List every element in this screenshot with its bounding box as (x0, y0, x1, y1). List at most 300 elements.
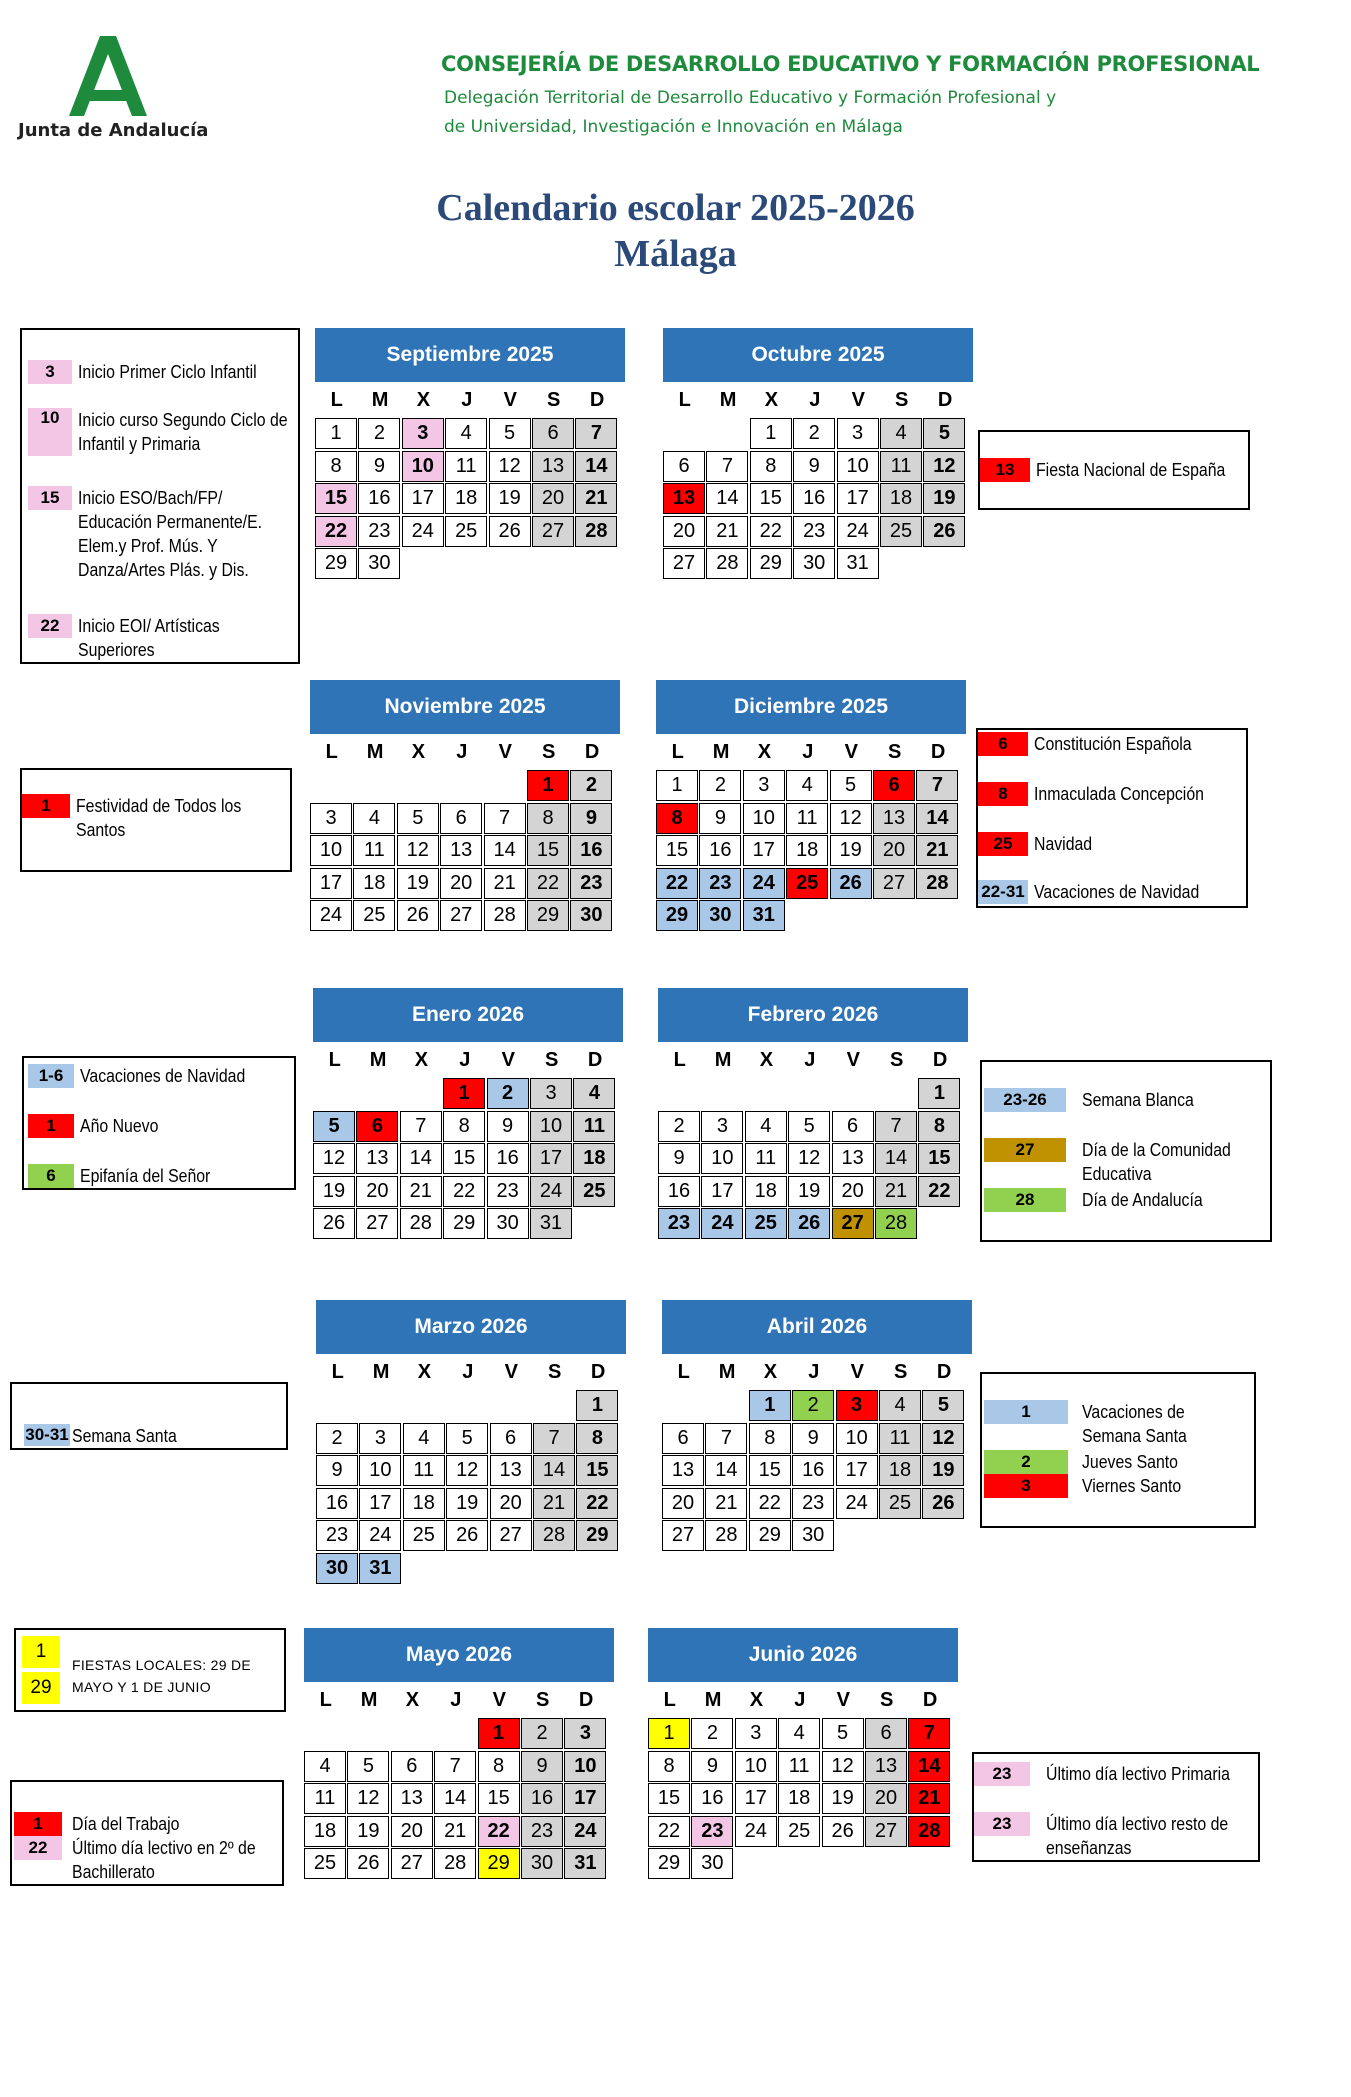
month-header: Noviembre 2025 (310, 680, 620, 734)
legend-label: Último día lectivo Primaria (1046, 1764, 1230, 1784)
day-cell: 7 (706, 451, 748, 482)
day-cell: 19 (347, 1816, 389, 1847)
day-cell: 9 (487, 1111, 529, 1142)
day-cell: 9 (792, 1423, 834, 1454)
day-cell: 6 (865, 1718, 907, 1749)
day-cell: 7 (533, 1423, 575, 1454)
day-cell: 17 (402, 483, 444, 514)
day-cell: 16 (316, 1488, 358, 1519)
day-cell: 18 (445, 483, 487, 514)
month-header: Marzo 2026 (316, 1300, 626, 1354)
day-cell: 5 (446, 1423, 488, 1454)
legend-item (974, 1812, 1276, 1860)
day-cell: 18 (304, 1816, 346, 1847)
legend-item (22, 794, 296, 842)
legend-label: Navidad (1034, 834, 1093, 854)
legend-item (974, 1762, 1255, 1786)
legend-item (28, 1114, 169, 1138)
legend-label: Inicio EOI/ Artísticas Superiores (78, 616, 220, 660)
day-cell: 18 (880, 483, 922, 514)
day-cell: 28 (400, 1208, 442, 1239)
legend-swatch: 13 (980, 458, 1030, 482)
day-cell: 14 (705, 1455, 747, 1486)
weekday-label: V (492, 1688, 506, 1711)
legend-item (28, 360, 281, 384)
day-cell: 1 (576, 1390, 618, 1421)
day-cell: 7 (705, 1423, 747, 1454)
day-cell: 23 (316, 1520, 358, 1551)
day-cell: 27 (532, 516, 574, 547)
weekday-label: L (330, 388, 343, 411)
day-cell: 28 (875, 1208, 917, 1239)
day-cell: 3 (530, 1078, 572, 1109)
day-cell: 7 (434, 1751, 476, 1782)
day-grid (304, 1718, 614, 1914)
day-cell: 13 (662, 1455, 704, 1486)
day-cell: 25 (745, 1208, 787, 1239)
day-cell: 19 (830, 835, 872, 866)
weekday-label: L (677, 1360, 690, 1383)
legend-label: Semana Santa (72, 1426, 177, 1446)
day-cell: 20 (663, 516, 705, 547)
day-cell: 22 (750, 516, 792, 547)
day-cell: 30 (521, 1848, 563, 1879)
day-cell: 2 (793, 418, 835, 449)
legend-swatch: 10 (28, 408, 72, 456)
day-cell: 11 (880, 451, 922, 482)
weekday-row (648, 1682, 958, 1718)
day-cell: 14 (908, 1751, 950, 1782)
month-febrero (658, 988, 968, 1274)
day-cell: 2 (792, 1390, 834, 1421)
day-cell: 18 (745, 1176, 787, 1207)
month-septiembre (315, 328, 625, 614)
weekday-row (313, 1042, 623, 1078)
month-marzo (316, 1300, 626, 1586)
day-cell: 27 (440, 900, 482, 931)
day-cell: 22 (527, 868, 569, 899)
weekday-label: D (936, 1360, 952, 1383)
day-cell: 13 (440, 835, 482, 866)
day-cell: 15 (315, 483, 357, 514)
month-noviembre (310, 680, 620, 966)
day-cell: 1 (918, 1078, 960, 1109)
day-grid (656, 770, 966, 966)
weekday-label: L (331, 1360, 344, 1383)
day-cell: 21 (908, 1783, 950, 1814)
day-cell: 9 (691, 1751, 733, 1782)
weekday-label: S (893, 1360, 908, 1383)
legend-label: Inicio curso Segundo Ciclo de Infantil y Primaria (78, 410, 288, 454)
day-cell: 28 (434, 1848, 476, 1879)
day-cell: 12 (830, 803, 872, 834)
day-cell: 20 (662, 1488, 704, 1519)
weekday-label: J (456, 740, 468, 763)
weekday-row (663, 382, 973, 418)
weekday-label: V (504, 1360, 518, 1383)
day-cell: 23 (658, 1208, 700, 1239)
day-cell: 30 (793, 548, 835, 579)
legend-label: Constitución Española (1034, 734, 1192, 754)
weekday-row (662, 1354, 972, 1390)
day-cell: 6 (662, 1423, 704, 1454)
day-cell: 5 (830, 770, 872, 801)
legend-item (984, 1400, 1222, 1448)
day-cell: 23 (691, 1816, 733, 1847)
day-cell: 19 (788, 1176, 830, 1207)
legend-swatch: 29 (22, 1672, 60, 1704)
weekday-label: X (411, 740, 426, 763)
day-cell: 4 (778, 1718, 820, 1749)
day-grid (662, 1390, 972, 1586)
day-cell: 7 (908, 1718, 950, 1749)
weekday-label: X (417, 1360, 432, 1383)
day-cell: 29 (749, 1520, 791, 1551)
legend-item (14, 1836, 282, 1884)
day-cell: 17 (564, 1783, 606, 1814)
day-cell: 6 (440, 803, 482, 834)
day-cell: 26 (830, 868, 872, 899)
day-cell: 9 (793, 451, 835, 482)
legend-label: Día de la Comunidad Educativa (1082, 1140, 1231, 1184)
legend-diciembre (976, 728, 1248, 908)
day-cell: 25 (879, 1488, 921, 1519)
legend-swatch: 15 (28, 486, 72, 510)
day-cell: 5 (397, 803, 439, 834)
weekday-label: V (850, 1360, 864, 1383)
day-cell: 4 (304, 1751, 346, 1782)
weekday-label: M (704, 1688, 722, 1711)
day-cell: 29 (527, 900, 569, 931)
day-cell: 18 (778, 1783, 820, 1814)
weekday-label: S (546, 388, 561, 411)
day-cell: 16 (570, 835, 612, 866)
day-cell: 30 (691, 1848, 733, 1879)
legend-item (978, 782, 1227, 806)
day-cell: 12 (822, 1751, 864, 1782)
page-title: Calendario escolar 2025-2026 (436, 187, 915, 229)
legend-swatch: 23 (974, 1812, 1030, 1836)
day-cell: 24 (564, 1816, 606, 1847)
day-cell: 2 (699, 770, 741, 801)
month-header: Septiembre 2025 (315, 328, 625, 382)
weekday-label: L (678, 388, 691, 411)
weekday-label: S (541, 740, 556, 763)
day-cell: 13 (865, 1751, 907, 1782)
day-cell: 24 (836, 1488, 878, 1519)
legend-swatch: 3 (984, 1474, 1068, 1498)
legend-item (978, 880, 1222, 904)
day-cell: 14 (875, 1143, 917, 1174)
day-cell: 4 (353, 803, 395, 834)
day-cell: 3 (564, 1718, 606, 1749)
day-cell: 22 (918, 1176, 960, 1207)
day-cell: 28 (705, 1520, 747, 1551)
day-cell: 24 (743, 868, 785, 899)
weekday-label: S (544, 1048, 559, 1071)
legend-label: Vacaciones de Semana Santa (1082, 1402, 1187, 1446)
day-cell: 26 (313, 1208, 355, 1239)
day-cell: 11 (403, 1455, 445, 1486)
legend-item (24, 1424, 191, 1448)
day-cell: 5 (822, 1718, 864, 1749)
day-cell: 11 (786, 803, 828, 834)
day-cell: 10 (743, 803, 785, 834)
month-header: Mayo 2026 (304, 1628, 614, 1682)
day-cell: 14 (400, 1143, 442, 1174)
month-header: Enero 2026 (313, 988, 623, 1042)
day-cell: 13 (391, 1783, 433, 1814)
day-cell: 24 (701, 1208, 743, 1239)
day-cell: 19 (397, 868, 439, 899)
day-cell: 20 (865, 1783, 907, 1814)
weekday-label: D (922, 1688, 938, 1711)
day-cell: 1 (443, 1078, 485, 1109)
month-junio (648, 1628, 958, 1914)
day-cell: 8 (656, 803, 698, 834)
day-cell: 12 (922, 1423, 964, 1454)
weekday-label: L (325, 740, 338, 763)
day-cell: 31 (359, 1553, 401, 1584)
day-cell: 15 (576, 1455, 618, 1486)
day-cell: 5 (313, 1111, 355, 1142)
day-cell: 9 (658, 1143, 700, 1174)
day-cell: 26 (347, 1848, 389, 1879)
legend-label: Fiesta Nacional de España (1036, 460, 1226, 480)
weekday-label: D (930, 740, 946, 763)
month-header: Junio 2026 (648, 1628, 958, 1682)
legend-item (984, 1138, 1282, 1186)
legend-item (978, 732, 1213, 756)
weekday-label: V (844, 740, 858, 763)
day-cell: 20 (490, 1488, 532, 1519)
header-subtitle-2: de Universidad, Investigación e Innovación en Málaga (444, 117, 903, 137)
day-cell: 10 (735, 1751, 777, 1782)
day-cell: 9 (358, 451, 400, 482)
legend-swatch: 1 (984, 1400, 1068, 1424)
day-cell: 27 (663, 548, 705, 579)
legend-swatch: 3 (28, 360, 72, 384)
legend-item (984, 1188, 1219, 1212)
day-cell: 14 (575, 451, 617, 482)
legend-item (28, 408, 318, 456)
day-cell: 7 (484, 803, 526, 834)
weekday-row (656, 734, 966, 770)
day-cell: 6 (391, 1751, 433, 1782)
legend-fiestas-locales (14, 1628, 286, 1712)
day-cell: 17 (837, 483, 879, 514)
legend-label: Vacaciones de Navidad (1034, 882, 1200, 902)
day-cell: 26 (489, 516, 531, 547)
weekday-label: J (802, 740, 814, 763)
day-cell: 15 (527, 835, 569, 866)
day-cell: 12 (489, 451, 531, 482)
day-cell: 12 (446, 1455, 488, 1486)
weekday-label: V (501, 1048, 515, 1071)
day-cell: 22 (478, 1816, 520, 1847)
day-cell: 29 (656, 900, 698, 931)
day-cell: 24 (530, 1176, 572, 1207)
legend-label: Inmaculada Concepción (1034, 784, 1204, 804)
day-cell: 23 (793, 516, 835, 547)
day-cell: 3 (402, 418, 444, 449)
day-cell: 25 (786, 868, 828, 899)
day-cell: 1 (478, 1718, 520, 1749)
weekday-row (658, 1042, 968, 1078)
day-cell: 15 (918, 1143, 960, 1174)
day-cell: 19 (822, 1783, 864, 1814)
legend-swatch: 1 (22, 1636, 60, 1668)
day-cell: 29 (576, 1520, 618, 1551)
weekday-label: M (369, 1048, 387, 1071)
weekday-label: M (712, 740, 730, 763)
day-grid (313, 1078, 623, 1274)
legend-item (28, 1064, 268, 1088)
weekday-label: X (414, 1048, 429, 1071)
day-cell: 28 (916, 868, 958, 899)
day-cell: 25 (573, 1176, 615, 1207)
weekday-label: L (319, 1688, 332, 1711)
weekday-label: M (372, 1360, 390, 1383)
weekday-label: D (584, 740, 600, 763)
day-cell: 18 (879, 1455, 921, 1486)
weekday-label: J (450, 1688, 462, 1711)
weekday-label: X (757, 740, 772, 763)
day-cell: 21 (484, 868, 526, 899)
day-grid (310, 770, 620, 966)
day-cell: 26 (446, 1520, 488, 1551)
day-cell: 8 (527, 803, 569, 834)
day-cell: 31 (837, 548, 879, 579)
day-cell: 3 (735, 1718, 777, 1749)
day-cell: 7 (575, 418, 617, 449)
legend-swatch: 22 (14, 1836, 62, 1860)
month-abril (662, 1300, 972, 1586)
weekday-label: M (719, 388, 737, 411)
day-cell: 9 (521, 1751, 563, 1782)
day-cell: 6 (356, 1111, 398, 1142)
weekday-label: V (851, 388, 865, 411)
day-cell: 18 (353, 868, 395, 899)
day-grid (658, 1078, 968, 1274)
day-cell: 11 (745, 1143, 787, 1174)
day-cell: 14 (706, 483, 748, 514)
day-cell: 10 (310, 835, 352, 866)
day-cell: 10 (530, 1111, 572, 1142)
weekday-label: D (589, 388, 605, 411)
day-cell: 11 (304, 1783, 346, 1814)
legend-label: Jueves Santo (1082, 1452, 1178, 1472)
junta-logo (62, 36, 152, 116)
page-subtitle: Málaga (614, 233, 737, 275)
weekday-label: M (718, 1360, 736, 1383)
day-cell: 9 (316, 1455, 358, 1486)
legend-item (984, 1450, 1191, 1474)
day-cell: 5 (788, 1111, 830, 1142)
day-cell: 16 (793, 483, 835, 514)
legend-swatch: 1 (28, 1114, 74, 1138)
day-cell: 2 (691, 1718, 733, 1749)
legend-label: Año Nuevo (80, 1116, 159, 1136)
day-cell: 8 (750, 451, 792, 482)
day-cell: 13 (356, 1143, 398, 1174)
weekday-label: L (671, 740, 684, 763)
day-cell: 28 (575, 516, 617, 547)
day-cell: 27 (873, 868, 915, 899)
legend-noviembre (20, 768, 292, 872)
legend-label: Semana Blanca (1082, 1090, 1194, 1110)
legend-item (28, 1164, 228, 1188)
header-subtitle-1: Delegación Territorial de Desarrollo Educativo y Formación Profesional y (444, 88, 1057, 108)
day-cell: 20 (832, 1176, 874, 1207)
legend-swatch: 1 (14, 1812, 62, 1836)
day-cell: 19 (489, 483, 531, 514)
day-cell: 4 (573, 1078, 615, 1109)
day-cell: 21 (400, 1176, 442, 1207)
day-cell: 1 (315, 418, 357, 449)
day-cell: 14 (434, 1783, 476, 1814)
day-cell: 8 (648, 1751, 690, 1782)
day-cell: 12 (923, 451, 965, 482)
day-cell: 2 (570, 770, 612, 801)
day-grid (663, 418, 973, 614)
day-cell: 28 (908, 1816, 950, 1847)
day-cell: 8 (576, 1423, 618, 1454)
weekday-label: J (794, 1688, 806, 1711)
weekday-label: J (804, 1048, 816, 1071)
day-cell: 30 (699, 900, 741, 931)
day-cell: 12 (347, 1783, 389, 1814)
legend-label: Epifanía del Señor (80, 1166, 211, 1186)
day-cell: 4 (880, 418, 922, 449)
day-cell: 21 (705, 1488, 747, 1519)
day-cell: 11 (879, 1423, 921, 1454)
day-cell: 16 (691, 1783, 733, 1814)
day-cell: 3 (701, 1111, 743, 1142)
day-cell: 3 (310, 803, 352, 834)
day-cell: 23 (521, 1816, 563, 1847)
legend-swatch: 23 (974, 1762, 1030, 1786)
day-cell: 3 (836, 1390, 878, 1421)
weekday-label: S (547, 1360, 562, 1383)
weekday-label: V (836, 1688, 850, 1711)
legend-label: Último día lectivo en 2º de Bachillerato (72, 1838, 256, 1882)
day-cell: 1 (749, 1390, 791, 1421)
weekday-label: J (808, 1360, 820, 1383)
day-cell: 29 (648, 1848, 690, 1879)
weekday-row (316, 1354, 626, 1390)
day-cell: 9 (699, 803, 741, 834)
day-cell: 2 (658, 1111, 700, 1142)
day-cell: 2 (521, 1718, 563, 1749)
day-cell: 30 (792, 1520, 834, 1551)
legend-swatch: 6 (28, 1164, 74, 1188)
day-cell: 29 (478, 1848, 520, 1879)
day-cell: 31 (564, 1848, 606, 1879)
legend-junio (972, 1752, 1260, 1862)
weekday-label: D (937, 388, 953, 411)
legend-label: Inicio Primer Ciclo Infantil (78, 362, 257, 382)
legend-label: Día de Andalucía (1082, 1190, 1203, 1210)
day-cell: 27 (391, 1848, 433, 1879)
day-cell: 16 (487, 1143, 529, 1174)
day-cell: 9 (570, 803, 612, 834)
legend-label: Viernes Santo (1082, 1476, 1182, 1496)
day-cell: 29 (443, 1208, 485, 1239)
day-cell: 21 (533, 1488, 575, 1519)
day-cell: 19 (313, 1176, 355, 1207)
weekday-label: X (759, 1048, 774, 1071)
